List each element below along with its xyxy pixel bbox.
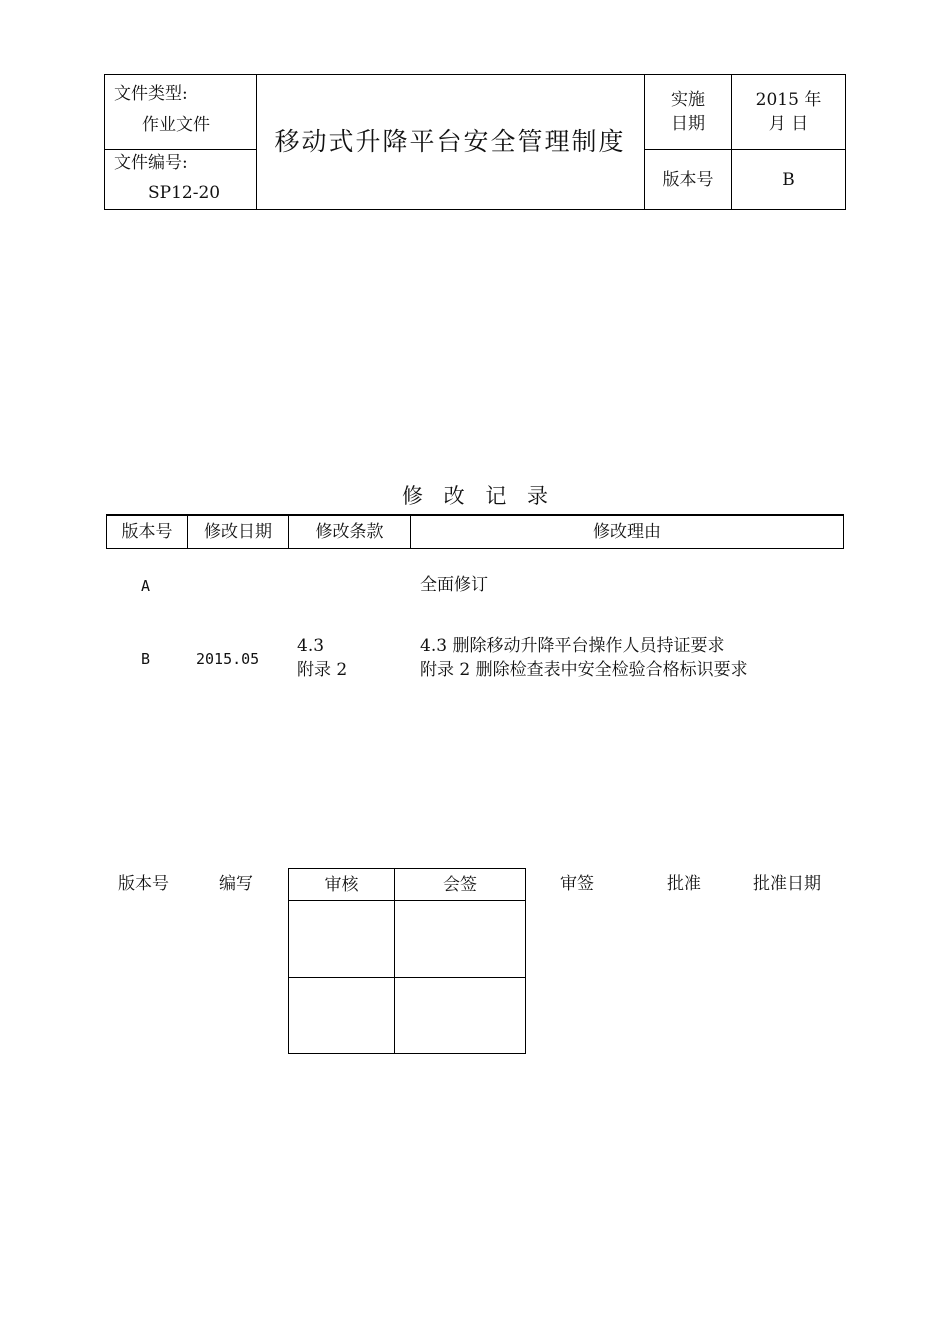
col-version: 版本号 [121, 522, 173, 542]
row-reason: 4.3 删除移动升降平台操作人员持证要求 [420, 636, 725, 656]
version-value: B [782, 169, 795, 190]
file-type-label: 文件类型: [114, 84, 188, 104]
signoff-version-label: 版本号 [118, 874, 169, 894]
row-version: B [141, 650, 151, 668]
row-reason: 全面修订 [420, 575, 488, 595]
version-label: 版本号 [662, 169, 714, 190]
impl-label-2: 日期 [671, 114, 705, 134]
file-no-value: SP12-20 [148, 183, 221, 203]
file-type-value: 作业文件 [142, 115, 210, 135]
signoff-review-label: 审核 [324, 874, 359, 895]
impl-value-1: 2015 年 [755, 90, 822, 110]
file-no-label: 文件编号: [114, 153, 188, 173]
signoff-write-label: 编写 [219, 874, 253, 894]
impl-value-2: 月 日 [768, 114, 809, 134]
signoff-approve-label: 批准 [667, 874, 701, 894]
document-title: 移动式升降平台安全管理制度 [274, 127, 626, 156]
col-reason: 修改理由 [593, 522, 661, 542]
row-reason: 附录 2 删除检查表中安全检验合格标识要求 [420, 660, 748, 680]
revision-heading: 修 改 记 录 [401, 484, 549, 508]
col-date: 修改日期 [204, 522, 272, 542]
col-clause: 修改条款 [315, 522, 384, 542]
signoff-approve-date-label: 批准日期 [753, 874, 821, 894]
signoff-countersign-label: 会签 [443, 874, 477, 895]
row-date: 2015.05 [196, 650, 260, 668]
row-clause: 附录 2 [297, 660, 348, 680]
row-clause: 4.3 [297, 636, 325, 656]
row-version: A [141, 577, 151, 595]
signoff-approve-sign-label: 审签 [560, 874, 594, 894]
impl-label-1: 实施 [671, 90, 705, 110]
